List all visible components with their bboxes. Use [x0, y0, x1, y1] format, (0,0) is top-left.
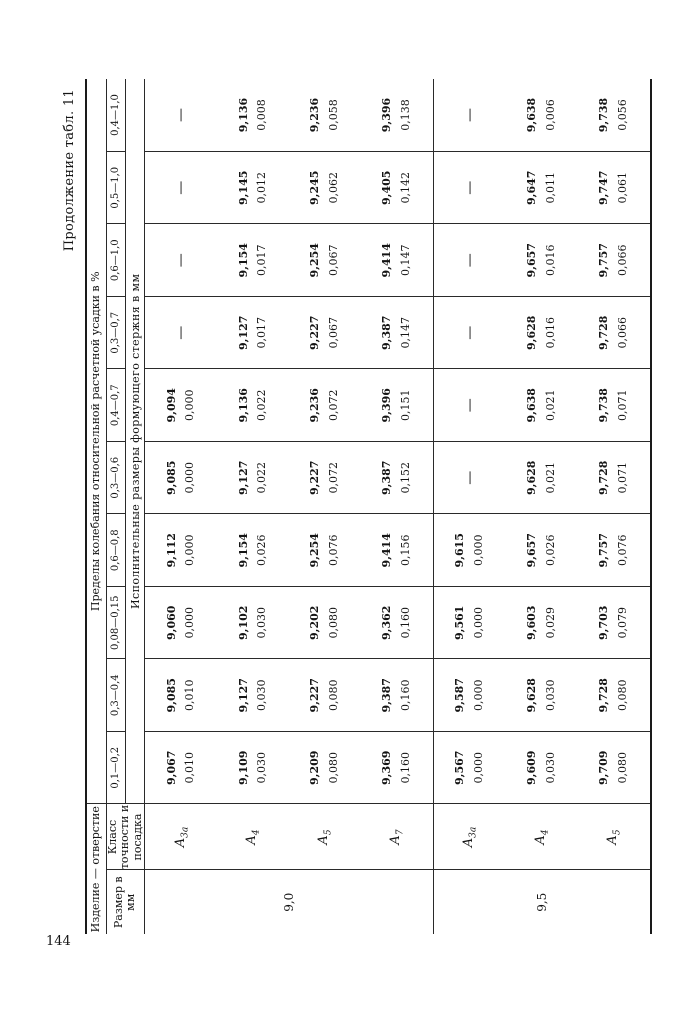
tolerance-value: 0,062 [326, 172, 340, 204]
empty-cell: — [433, 297, 506, 370]
value-cell [217, 514, 289, 587]
tolerance-value: 0,067 [326, 317, 340, 349]
tolerance-value: 0,147 [398, 317, 412, 349]
value-cell [217, 224, 289, 297]
range-header: 0,6—0,8 [106, 514, 125, 587]
rod-size-value: 9,254 [308, 243, 322, 278]
rod-size-value: 9,067 [164, 750, 178, 785]
tolerance-value: 0,000 [183, 462, 197, 494]
class-cell [577, 804, 651, 870]
rod-size-value: 9,657 [524, 533, 538, 568]
value-cell [506, 297, 578, 370]
range-header: 0,08—0,15 [106, 587, 125, 660]
rod-size-value: 9,757 [596, 243, 610, 278]
value-cell [289, 152, 361, 225]
tolerance-value: 0,030 [543, 752, 557, 784]
value-cell [289, 369, 361, 442]
tolerance-value: 0,006 [543, 99, 557, 131]
value-cell [577, 369, 651, 442]
class-cell [433, 804, 506, 870]
class-label: Класс точности и посадка [105, 804, 144, 870]
value-cell [361, 79, 434, 152]
table-row [361, 79, 434, 934]
tolerance-value: 0,147 [398, 244, 412, 276]
tolerance-value: 0,080 [615, 679, 629, 711]
value-cell [145, 369, 218, 442]
tolerance-value: 0,000 [183, 534, 197, 566]
rod-size-value: 9,396 [379, 388, 393, 423]
value-cell [289, 297, 361, 370]
rod-size-value: 9,728 [596, 315, 610, 350]
tolerance-value: 0,160 [398, 752, 412, 784]
tolerance-value: 0,072 [326, 462, 340, 494]
tolerance-value: 0,066 [615, 317, 629, 349]
rod-size-value: 9,638 [524, 97, 538, 133]
rod-size-value: 9,738 [596, 388, 610, 423]
rod-size-value: 9,109 [236, 750, 250, 785]
value-cell [577, 514, 651, 587]
range-header: 0,3—0,6 [106, 442, 125, 515]
tolerance-value: 0,152 [398, 462, 412, 494]
tolerance-value: 0,000 [471, 607, 485, 639]
table-row [433, 79, 506, 934]
tolerance-value: 0,016 [543, 244, 557, 276]
rod-size-value: 9,387 [379, 678, 393, 713]
class-main: A [604, 835, 620, 845]
class-cell [217, 804, 289, 870]
table-row [217, 79, 289, 934]
rod-size-value: 9,728 [596, 460, 610, 495]
table-row [577, 79, 651, 934]
range-header: 0,4—0,7 [106, 369, 125, 442]
value-cell [145, 659, 218, 732]
tolerance-value: 0,026 [255, 534, 269, 566]
value-cell [217, 79, 289, 152]
class-cell [289, 804, 361, 870]
value-cell [289, 514, 361, 587]
rod-size-value: 9,561 [453, 605, 467, 640]
tolerance-value: 0,142 [398, 172, 412, 204]
page-number: 144 [46, 934, 71, 949]
rod-size-value: 9,245 [308, 170, 322, 205]
product-label: Изделие — отверстие [86, 804, 106, 934]
value-cell [361, 732, 434, 805]
rod-size-value: 9,136 [236, 388, 250, 423]
tolerance-value: 0,030 [255, 752, 269, 784]
value-cell [577, 442, 651, 515]
rod-size-value: 9,609 [524, 750, 538, 785]
value-cell [145, 442, 218, 515]
value-cell [289, 659, 361, 732]
rod-size-value: 9,127 [236, 460, 250, 495]
value-cell [217, 659, 289, 732]
rod-size-value: 9,202 [308, 605, 322, 640]
empty-cell: — [433, 152, 506, 225]
value-cell [506, 369, 578, 442]
tolerance-value: 0,080 [326, 752, 340, 784]
class-cell [506, 804, 578, 870]
rod-size-value: 9,603 [524, 605, 538, 640]
rod-size-value: 9,154 [236, 533, 250, 568]
value-cell [577, 732, 651, 805]
rod-size-value: 9,615 [453, 533, 467, 568]
class-sub: 4 [540, 829, 551, 836]
value-cell [577, 224, 651, 297]
rod-size-value: 9,102 [236, 605, 250, 640]
tolerance-value: 0,072 [326, 389, 340, 421]
value-cell [577, 297, 651, 370]
value-cell [577, 79, 651, 152]
value-cell [217, 152, 289, 225]
tolerance-value: 0,058 [326, 99, 340, 131]
tolerance-value: 0,160 [398, 607, 412, 639]
table-row [289, 79, 361, 934]
value-cell [361, 152, 434, 225]
value-cell [361, 587, 434, 660]
rod-size-value: 9,738 [596, 97, 610, 133]
range-header: 0,5—1,0 [106, 152, 125, 225]
rod-size-value: 9,628 [524, 678, 538, 713]
rod-size-value: 9,085 [164, 460, 178, 495]
tolerance-value: 0,016 [543, 317, 557, 349]
rod-size-value: 9,254 [308, 533, 322, 568]
rod-size-value: 9,657 [524, 243, 538, 278]
value-cell [217, 369, 289, 442]
value-cell [361, 659, 434, 732]
value-cell [289, 224, 361, 297]
rod-size-value: 9,647 [524, 170, 538, 205]
range-header: 0,4—1,0 [106, 79, 125, 152]
value-cell [506, 224, 578, 297]
tolerance-value: 0,022 [255, 462, 269, 494]
empty-cell: — [145, 297, 218, 370]
value-cell [361, 224, 434, 297]
tolerance-value: 0,076 [615, 534, 629, 566]
rod-size-value: 9,154 [236, 243, 250, 278]
tolerance-value: 0,156 [398, 534, 412, 566]
tolerance-value: 0,079 [615, 607, 629, 639]
value-cell [289, 732, 361, 805]
rod-size-value: 9,094 [164, 388, 178, 423]
value-cell [361, 514, 434, 587]
tolerance-value: 0,012 [255, 172, 269, 204]
shrinkage-table [85, 79, 652, 934]
table-row [506, 79, 578, 934]
rod-size-value: 9,236 [308, 97, 322, 133]
value-cell [217, 732, 289, 805]
value-cell [217, 297, 289, 370]
tolerance-value: 0,138 [398, 99, 412, 131]
rod-size-value: 9,112 [164, 533, 178, 568]
rod-size-value: 9,638 [524, 388, 538, 423]
tolerance-value: 0,080 [615, 752, 629, 784]
rotated-table-block [62, 79, 649, 934]
value-cell [433, 732, 506, 805]
rod-size-value: 9,227 [308, 315, 322, 350]
rod-size-value: 9,060 [164, 605, 178, 640]
rod-size-value: 9,628 [524, 460, 538, 495]
continuation-title: Продолжение табл. 11 [62, 89, 77, 252]
rod-size-value: 9,387 [379, 460, 393, 495]
tolerance-value: 0,000 [471, 752, 485, 784]
rod-size-value: 9,405 [379, 170, 393, 205]
value-cell [506, 442, 578, 515]
rod-size-value: 9,227 [308, 460, 322, 495]
value-cell [289, 79, 361, 152]
empty-cell: — [433, 442, 506, 515]
class-main: A [387, 835, 403, 845]
tolerance-value: 0,066 [615, 244, 629, 276]
rod-size-value: 9,757 [596, 533, 610, 568]
rod-size-value: 9,227 [308, 678, 322, 713]
rod-size-value: 9,414 [379, 243, 393, 278]
rod-size-value: 9,362 [379, 605, 393, 640]
rod-size-value: 9,127 [236, 315, 250, 350]
size-label: Размер в мм [106, 870, 145, 934]
tolerance-value: 0,080 [326, 679, 340, 711]
rod-size-value: 9,387 [379, 315, 393, 350]
empty-cell: — [433, 79, 506, 152]
tolerance-value: 0,021 [543, 462, 557, 494]
rod-size-value: 9,369 [379, 750, 393, 785]
size-cell: 9,5 [433, 870, 651, 934]
range-header: 0,1—0,2 [106, 732, 125, 805]
class-cell [361, 804, 434, 870]
value-cell [506, 152, 578, 225]
value-cell [506, 659, 578, 732]
value-cell [289, 442, 361, 515]
tolerance-value: 0,000 [471, 679, 485, 711]
tolerance-value: 0,076 [326, 534, 340, 566]
rod-size-value: 9,209 [308, 750, 322, 785]
range-header: 0,6—1,0 [106, 224, 125, 297]
tolerance-value: 0,151 [398, 389, 412, 421]
value-cell [145, 732, 218, 805]
tolerance-value: 0,030 [255, 607, 269, 639]
rod-size-value: 9,236 [308, 388, 322, 423]
rod-size-value: 9,414 [379, 533, 393, 568]
tolerance-value: 0,056 [615, 99, 629, 131]
class-main: A [244, 835, 260, 845]
size-cell: 9,0 [145, 870, 433, 934]
value-cell [217, 587, 289, 660]
value-cell [506, 514, 578, 587]
empty-cell: — [433, 224, 506, 297]
value-cell [289, 587, 361, 660]
value-cell [145, 587, 218, 660]
rod-size-value: 9,728 [596, 678, 610, 713]
value-cell [361, 442, 434, 515]
tolerance-value: 0,067 [326, 244, 340, 276]
empty-cell: — [145, 79, 218, 152]
rod-size-value: 9,396 [379, 97, 393, 133]
tolerance-value: 0,017 [255, 317, 269, 349]
tolerance-value: 0,030 [255, 679, 269, 711]
class-sub: 3a [180, 826, 191, 838]
rod-size-value: 9,703 [596, 605, 610, 640]
value-cell [577, 587, 651, 660]
tolerance-value: 0,071 [615, 389, 629, 421]
tolerance-value: 0,029 [543, 607, 557, 639]
rod-size-value: 9,145 [236, 170, 250, 205]
tolerance-value: 0,010 [183, 752, 197, 784]
tolerance-value: 0,021 [543, 389, 557, 421]
tolerance-value: 0,008 [255, 99, 269, 131]
tolerance-value: 0,071 [615, 462, 629, 494]
class-main: A [172, 837, 188, 848]
class-main: A [532, 835, 548, 845]
tolerance-value: 0,160 [398, 679, 412, 711]
class-cell [145, 804, 218, 870]
class-sub: 7 [395, 829, 406, 836]
tolerance-value: 0,022 [255, 389, 269, 421]
tolerance-value: 0,000 [471, 534, 485, 566]
tolerance-value: 0,000 [183, 607, 197, 639]
rod-size-value: 9,709 [596, 750, 610, 785]
value-cell [577, 152, 651, 225]
empty-cell: — [145, 224, 218, 297]
rod-size-value: 9,628 [524, 315, 538, 350]
class-sub: 5 [612, 829, 623, 836]
value-cell [577, 659, 651, 732]
class-sub: 5 [323, 829, 334, 836]
value-cell [506, 732, 578, 805]
value-cell [433, 587, 506, 660]
tolerance-value: 0,010 [183, 679, 197, 711]
class-sub: 3a [468, 826, 479, 838]
value-cell [145, 514, 218, 587]
tolerance-value: 0,061 [615, 172, 629, 204]
rod-size-value: 9,587 [453, 678, 467, 713]
tolerance-value: 0,030 [543, 679, 557, 711]
tolerance-value: 0,000 [183, 389, 197, 421]
value-cell [433, 514, 506, 587]
class-main: A [460, 837, 476, 848]
rod-size-value: 9,085 [164, 678, 178, 713]
sub-label: Исполнительные размеры формующего стержня в мм [125, 79, 144, 804]
class-main: A [316, 835, 332, 845]
value-cell [506, 79, 578, 152]
rod-size-value: 9,747 [596, 170, 610, 205]
tolerance-value: 0,017 [255, 244, 269, 276]
rod-size-value: 9,127 [236, 678, 250, 713]
value-cell [506, 587, 578, 660]
value-cell [361, 369, 434, 442]
class-sub: 4 [252, 829, 263, 836]
value-cell [217, 442, 289, 515]
range-header: 0,3—0,4 [106, 659, 125, 732]
empty-cell: — [145, 152, 218, 225]
tolerance-value: 0,080 [326, 607, 340, 639]
empty-cell: — [433, 369, 506, 442]
range-header: 0,3—0,7 [106, 297, 125, 370]
rod-size-value: 9,136 [236, 97, 250, 133]
rod-size-value: 9,567 [453, 750, 467, 785]
table-row [145, 79, 218, 934]
tolerance-value: 0,011 [543, 172, 557, 204]
tolerance-label: Пределы колебания относительной расчетной усадки в % [86, 79, 106, 804]
value-cell [361, 297, 434, 370]
value-cell [433, 659, 506, 732]
tolerance-value: 0,026 [543, 534, 557, 566]
